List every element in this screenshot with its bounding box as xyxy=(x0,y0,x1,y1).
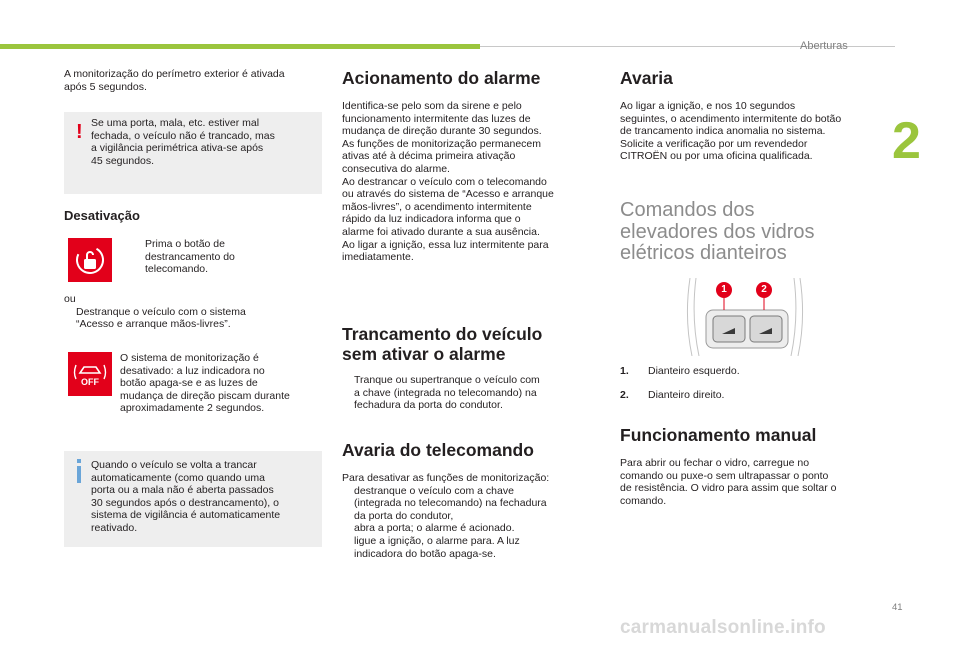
text-line: rápido da luz indicadora informa que o xyxy=(342,213,521,226)
text-line: destranque o veículo com a chave xyxy=(354,484,514,497)
text-line: aproximadamente 2 segundos. xyxy=(120,402,265,415)
text-line: ou através do sistema de “Acesso e arranque xyxy=(342,188,554,201)
trancamento-step xyxy=(342,374,597,412)
section-title-avaria-telecomando: Avaria do telecomando xyxy=(342,440,534,460)
text-line: automaticamente (como quando uma xyxy=(91,471,265,484)
text-line: (integrada no telecomando) na fechadura xyxy=(354,497,547,510)
section-title-acionamento: Acionamento do alarme xyxy=(342,68,541,88)
title-line: elétricos dianteiros xyxy=(620,242,787,264)
text-line: Identifica-se pelo som da sirene e pelo xyxy=(342,100,522,112)
text-line: CITROËN ou por uma oficina qualificada. xyxy=(620,150,813,163)
text-line: ou xyxy=(64,293,76,305)
text-line: O sistema de monitorização é xyxy=(120,352,259,364)
text-line: Tranque ou supertranque o veículo com xyxy=(354,374,540,386)
title-line: sem ativar o alarme xyxy=(342,344,506,364)
text-line: telecomando. xyxy=(145,263,209,276)
text-line: Ao ligar a ignição, e nos 10 segundos xyxy=(620,100,796,112)
text-line: Para desativar as funções de monitorização: xyxy=(342,472,550,484)
bullet-icon xyxy=(342,522,354,535)
text-line: destrancamento do xyxy=(145,250,235,263)
legend-text: Dianteiro esquerdo. xyxy=(648,365,740,377)
text-line: Quando o veículo se volta a trancar xyxy=(91,459,257,471)
info-icon xyxy=(77,459,81,483)
bullet-icon xyxy=(342,535,354,560)
text-line: fechada, o veículo não é trancado, mas xyxy=(91,129,275,142)
title-line: elevadores dos vidros xyxy=(620,220,815,243)
text-line: indicadora do botão apaga-se. xyxy=(354,547,496,560)
text-line: imediatamente. xyxy=(342,251,414,264)
title-line: Comandos dos xyxy=(620,199,755,221)
avaria-telecomando-text xyxy=(342,472,597,560)
text-line: seguintes, o acendimento intermitente do botão xyxy=(620,112,842,125)
section-title-desativacao: Desativação xyxy=(64,208,140,223)
text-line: após 5 segundos. xyxy=(64,80,147,93)
alarm-off-icon xyxy=(68,352,112,396)
text-line: mãos-livres”, o acendimento intermitente xyxy=(342,200,532,213)
legend-text: Dianteiro direito. xyxy=(648,389,725,401)
bullet-icon xyxy=(342,374,354,412)
avaria-text xyxy=(620,100,882,163)
text-line: comando ou puxe-o sem ultrapassar o ponto xyxy=(620,469,829,482)
text-line: abra a porta; o alarme é acionado. xyxy=(354,522,515,535)
text-line: mudança de direção piscam durante xyxy=(120,389,290,402)
text-line: ativas até à décima primeira ativação xyxy=(342,150,516,163)
section-title-avaria: Avaria xyxy=(620,68,673,88)
text-line: sistema de vigilância é automaticamente xyxy=(91,509,281,522)
acionamento-text xyxy=(342,100,597,264)
text-line: Para abrir ou fechar o vidro, carregue no xyxy=(620,457,810,469)
text-line: Se uma porta, mala, etc. estiver mal xyxy=(91,117,260,129)
text-line: Prima o botão de xyxy=(145,238,225,250)
warning-exclamation-icon: ! xyxy=(76,121,83,143)
off-text xyxy=(120,352,325,415)
text-line: a chave (integrada no telecomando) na xyxy=(354,386,537,399)
title-line: Trancamento do veículo xyxy=(342,324,543,344)
watermark: carmanualsonline.info xyxy=(620,617,826,638)
legend-number: 2. xyxy=(620,389,629,401)
text-line: alarme foi ativado durante a sua ausência. xyxy=(342,225,540,238)
bullet-icon xyxy=(133,238,145,276)
text-line: 30 segundos após o destrancamento), o xyxy=(91,496,279,509)
manual-text xyxy=(620,457,882,507)
text-line: consecutiva do alarme. xyxy=(342,162,450,175)
chapter-number: 2 xyxy=(892,112,921,170)
legend-item xyxy=(620,389,882,413)
header-accent-bar xyxy=(0,44,480,49)
text-line: desativado: a luz indicadora no xyxy=(120,364,265,377)
text-line: porta ou a mala não é aberta passados xyxy=(91,484,274,497)
text-line: ligue a ignição, o alarme para. A luz xyxy=(354,534,520,547)
bullet-icon xyxy=(64,306,76,331)
text-line: de trancamento indica anomalia no sistema. xyxy=(620,125,826,138)
text-line: da porta do condutor, xyxy=(354,509,454,522)
text-line: fechadura da porta do condutor. xyxy=(354,399,503,412)
info-note xyxy=(64,451,322,547)
warning-note xyxy=(64,112,322,194)
text-line: funcionamento intermitente das luzes de xyxy=(342,112,531,125)
legend-number: 1. xyxy=(620,365,629,377)
text-line: Ao ligar a ignição, essa luz intermitente para xyxy=(342,238,549,251)
section-title-funcionamento-manual: Funcionamento manual xyxy=(620,425,817,445)
chapter-title: Aberturas xyxy=(800,40,848,52)
unlock-step xyxy=(133,238,323,276)
window-switch-drawing xyxy=(684,278,806,356)
callout-1: 1 xyxy=(721,284,727,295)
section-title-trancamento xyxy=(342,324,542,364)
text-line: As funções de monitorização permanecem xyxy=(342,137,542,150)
text-line: “Acesso e arranque mãos-livres”. xyxy=(76,318,231,331)
text-line: de resistência. O vidro para assim que soltar o xyxy=(620,482,837,495)
window-legend xyxy=(620,365,882,413)
text-line: Destranque o veículo com o sistema xyxy=(76,305,246,318)
page-number: 41 xyxy=(892,602,903,613)
text-line: Ao destrancar o veículo com o telecomando xyxy=(342,175,547,188)
callout-2: 2 xyxy=(761,284,767,295)
intro-text xyxy=(64,68,326,93)
text-line: 45 segundos. xyxy=(91,154,155,167)
bullet-icon xyxy=(342,485,354,523)
unlock-remote-icon xyxy=(68,238,112,282)
text-line: A monitorização do perímetro exterior é ativada xyxy=(64,68,285,80)
off-label: OFF xyxy=(81,377,99,387)
alternative-step xyxy=(64,293,326,331)
text-line: comando. xyxy=(620,494,667,507)
text-line: botão apaga-se e as luzes de xyxy=(120,377,258,390)
legend-item xyxy=(620,365,882,389)
section-title-comandos xyxy=(620,200,880,265)
text-line: reativado. xyxy=(91,521,138,534)
text-line: mudança de direção durante 30 segundos. xyxy=(342,125,542,138)
text-line: a vigilância perimétrica ativa-se após xyxy=(91,142,264,155)
text-line: Solicite a verificação por um revendedor xyxy=(620,137,808,150)
window-switch-illustration xyxy=(684,278,806,356)
